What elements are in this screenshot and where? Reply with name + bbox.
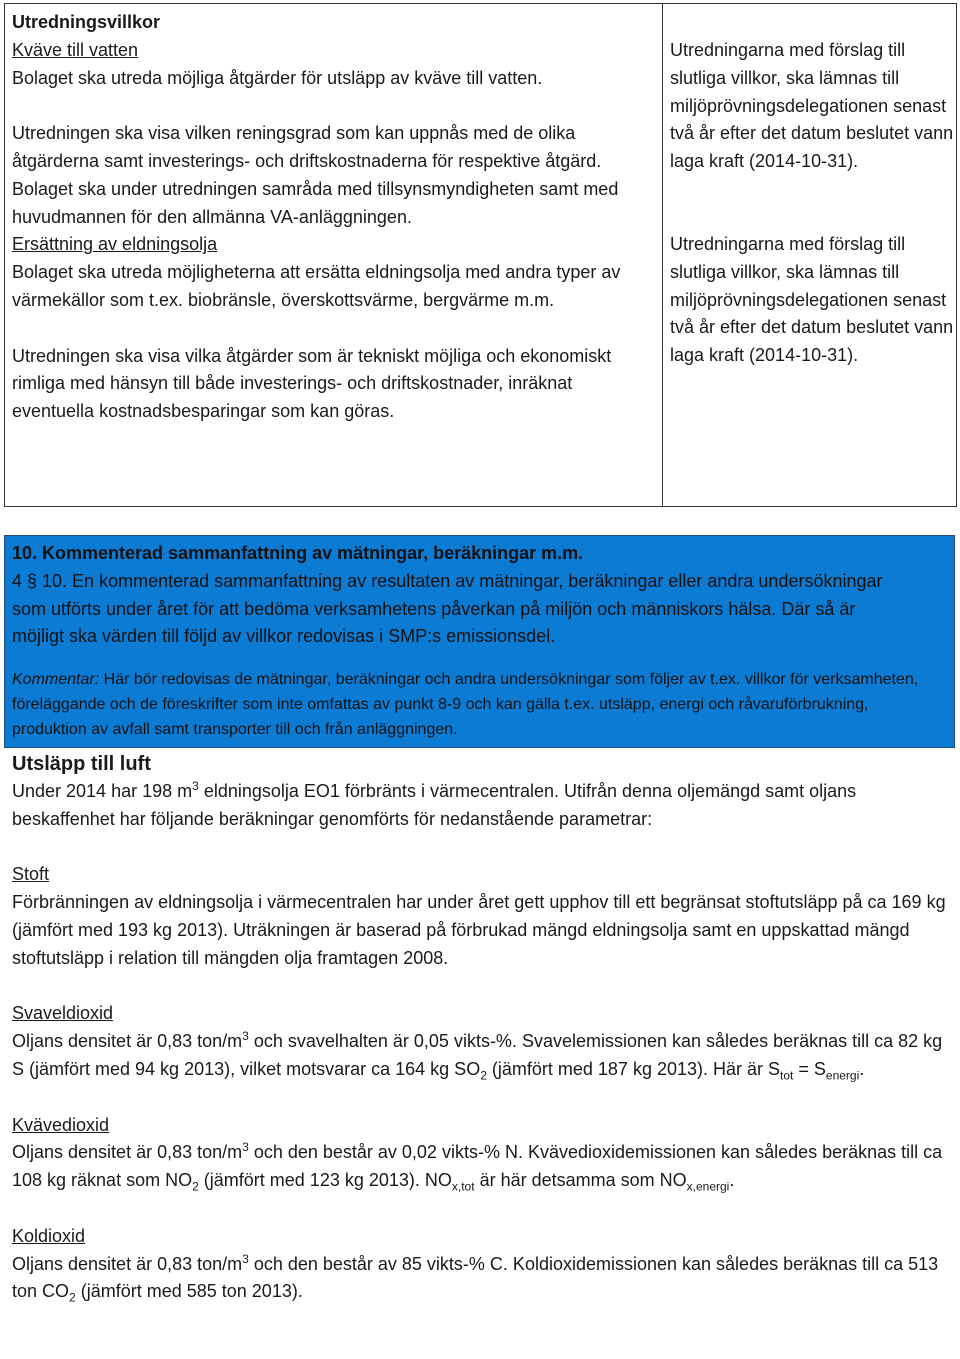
- emissions-heading: Utsläpp till luft: [12, 753, 151, 775]
- sulfur-dioxide-heading: Svaveldioxid: [12, 1003, 114, 1024]
- comment-text: Här bör redovisas de mätningar, beräkningar och andra undersökningar som följer av t.ex. villkor för verksamheten, föreläggande och de föreskrifter som inte omfattas av punkt 8-9 och kan gälla t.ex. utsläpp, energi och råvaruförbrukning, produktion av avfall samt transporter till och från anläggningen.: [12, 671, 919, 739]
- conditions-right-cell: [663, 4, 957, 507]
- nitrogen-paragraph: Utredningen ska visa vilken reningsgrad som kan uppnås med de olika åtgärderna samt investerings- och driftskostnaderna för respektive åtgärd. Bolaget ska under utredningen samråda med tillsynsmyndigheten samt med huvudmannen för den allmänna VA-anläggningen.: [12, 123, 619, 227]
- summary-comment: [12, 667, 947, 742]
- nitrogen-dioxide-heading: Kvävedioxid: [12, 1114, 110, 1135]
- conditions-left-cell: [5, 4, 663, 507]
- dust-text: Förbränningen av eldningsolja i värmecentralen har under året gett upphov till ett begränsat stoftutsläpp på ca 169 kg (jämfört med 193 kg 2013). Uträkningen är baserad på förbrukad mängd eldningsolja samt en uppskattad mängd stoftutsläpp i relation till mängden olja framtagen 2008.: [12, 892, 946, 968]
- deadline-text-2: Utredningarna med förslag till slutliga villkor, ska lämnas till miljöprövningsdelegationen senast två år efter det datum beslutet vann laga kraft (2014-10-31).: [670, 233, 954, 366]
- summary-heading: 10. Kommenterad sammanfattning av mätningar, beräkningar m.m.: [12, 543, 584, 563]
- summary-paragraph: 4 § 10. En kommenterad sammanfattning av resultaten av mätningar, beräkningar eller andra undersökningar som utförts under året för att bedöma verksamhetens påverkan på miljön och människors hälsa. Där så är möjligt ska värden till följd av villkor redovisas i SMP:s emissionsdel.: [12, 570, 883, 647]
- nitrogen-line: Bolaget ska utreda möjliga åtgärder för utsläpp av kväve till vatten.: [12, 67, 543, 88]
- conditions-table: [4, 3, 957, 507]
- emissions-section: [12, 750, 952, 1306]
- fuel-oil-heading: Ersättning av eldningsolja: [12, 234, 218, 255]
- fuel-oil-line: Bolaget ska utreda möjligheterna att ersätta eldningsolja med andra typer av värmekällor som t.ex. biobränsle, överskottsvärme, bergvärme m.m.: [12, 262, 621, 310]
- nitrogen-heading: Kväve till vatten: [12, 39, 139, 60]
- nitrogen-dioxide-text: Oljans densitet är 0,83 ton/$m^3$ och den består av 0,02 vikts-% N. Kvävedioxidemissionen kan således beräknas till ca 108 kg räknat som $NO_2$ (jämfört med 123 kg 2013). $NO_{x,tot}$ är här detsamma som $NO_{x,energi}$.: [12, 1140, 943, 1194]
- carbon-dioxide-heading: Koldioxid: [12, 1225, 86, 1246]
- emissions-intro: Under 2014 har 198 $m^3$ eldningsolja EO1 förbränts i värmecentralen. Utifrån denna oljemängd samt oljans beskaffenhet har följande beräkningar genomförts för nedanstående parametrar:: [12, 779, 857, 829]
- summary-box: [4, 535, 955, 748]
- fuel-oil-paragraph: Utredningen ska visa vilka åtgärder som är tekniskt möjliga och ekonomiskt rimliga med hänsyn till både investerings- och driftskostnader, inräknat eventuella kostnadsbesparingar som kan göras.: [12, 345, 612, 422]
- table-title: Utredningsvillkor: [12, 12, 161, 32]
- carbon-dioxide-text: Oljans densitet är 0,83 ton/$m^3$ och den består av 85 vikts-% C. Koldioxidemissionen kan således beräknas till ca 513 ton $CO_2$ (jämfört med 585 ton 2013).: [12, 1251, 939, 1305]
- comment-label: Kommentar:: [12, 671, 100, 689]
- dust-heading: Stoft: [12, 864, 50, 885]
- sulfur-dioxide-text: Oljans densitet är 0,83 ton/$m^3$ och svavelhalten är 0,05 vikts-%. Svavelemissionen kan således beräknas till ca 82 kg S (jämfört med 94 kg 2013), vilket motsvarar ca 164 kg $SO_2$ (jämfört med 187 kg 2013). Här är $S_{tot} = S_{energi}$.: [12, 1029, 943, 1083]
- deadline-text-1: Utredningarna med förslag till slutliga villkor, ska lämnas till miljöprövningsdelegationen senast två år efter det datum beslutet vann laga kraft (2014-10-31).: [670, 40, 954, 172]
